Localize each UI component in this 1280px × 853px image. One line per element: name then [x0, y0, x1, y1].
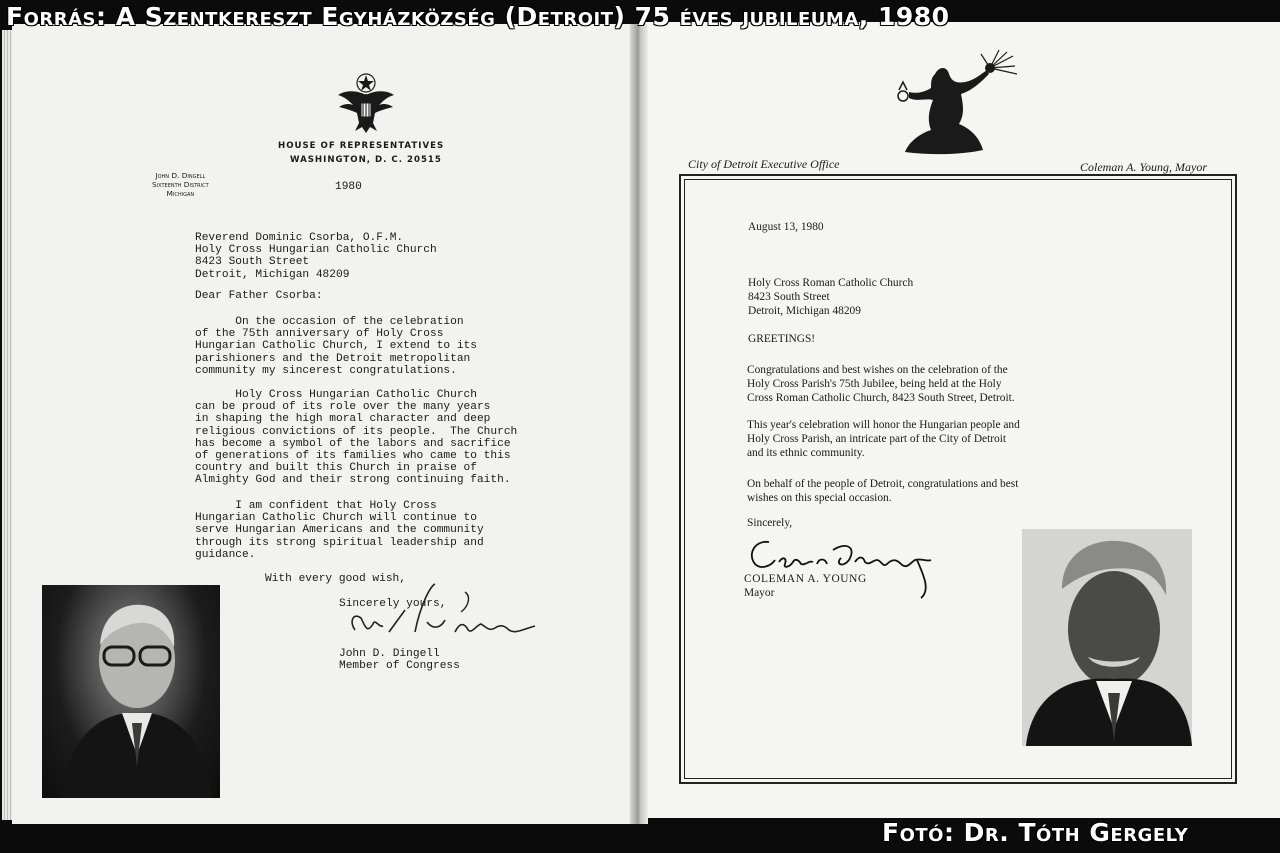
- letter-paragraph: On the occasion of the celebration of the 75th anniversary of Holy Cross Hungarian Catholic Church, I extend to its parishioners and the Detroit metropolitan community my sincerest congratulations.: [195, 316, 477, 377]
- member-district: Sixteenth District: [152, 180, 209, 189]
- signer-title: Mayor: [744, 587, 775, 599]
- book-gutter: [630, 24, 648, 824]
- address-line: Holy Cross Hungarian Catholic Church: [195, 244, 437, 257]
- member-name: John D. Dingell: [155, 171, 206, 180]
- letter-paragraph: Congratulations and best wishes on the celebration of the Holy Cross Parish's 75th Jubilee, being held at the Holy Cross Roman Catholic Church, 8423 South Street, Detroit.: [747, 364, 1015, 404]
- signer-name: John D. Dingell: [339, 648, 440, 660]
- photo-credit: Fotó: Dr. Tóth Gergely: [882, 818, 1189, 847]
- letterhead-member: [152, 171, 209, 198]
- recipient-address: [195, 232, 437, 281]
- address-line: Detroit, Michigan 48209: [748, 304, 861, 317]
- address-line: Detroit, Michigan 48209: [195, 268, 350, 281]
- address-line: Reverend Dominic Csorba, O.F.M.: [195, 232, 404, 244]
- signer-title: Member of Congress: [339, 660, 460, 672]
- dingell-portrait-photo: [42, 585, 220, 798]
- closing-sincerely: Sincerely,: [747, 517, 793, 529]
- letterhead-title: HOUSE OF REPRESENTATIVES: [278, 141, 445, 151]
- letter-date: 1980: [335, 181, 362, 193]
- closing-wish: With every good wish,: [265, 573, 406, 585]
- signer-name: COLEMAN A. YOUNG: [744, 573, 867, 585]
- mayor-header: Coleman A. Young, Mayor: [1080, 160, 1208, 174]
- salutation: Dear Father Csorba:: [195, 290, 323, 302]
- letter-paragraph: On behalf of the people of Detroit, congratulations and best wishes on this special occasion.: [747, 478, 1019, 504]
- letter-paragraph: This year's celebration will honor the Hungarian people and Holy Cross Parish, an intricate part of the City of Detroit and its ethnic community.: [747, 419, 1020, 459]
- letter-date: August 13, 1980: [748, 221, 824, 233]
- letterhead-address: WASHINGTON, D. C. 20515: [290, 155, 442, 165]
- greeting: GREETINGS!: [748, 333, 816, 345]
- spirit-of-detroit-emblem: [895, 52, 1020, 158]
- address-line: 8423 South Street: [195, 256, 310, 269]
- address-line: 8423 South Street: [748, 290, 830, 303]
- great-seal-eagle-emblem: [335, 73, 397, 135]
- city-office-label: City of Detroit Executive Office: [688, 157, 840, 171]
- letter-paragraph: Holy Cross Hungarian Catholic Church can be proud of its role over the many years in shaping the high moral character and deep religious convictions of its people. The Church has become a symbol of the labors and sacrifice of generations of its families who came to this country and built this Church in praise of Almighty God and their strong continuing faith.: [195, 389, 518, 487]
- member-state: Michigan: [166, 189, 195, 198]
- letter-paragraph: I am confident that Holy Cross Hungarian Catholic Church will continue to serve Hungarian Americans and the community through its strong spiritual leadership and guidance.: [195, 500, 484, 561]
- address-line: Holy Cross Roman Catholic Church: [748, 277, 914, 289]
- young-signature: [745, 530, 945, 602]
- dingell-signature: [345, 582, 545, 652]
- closing-sincerely: Sincerely yours,: [339, 598, 447, 610]
- recipient-address: [748, 277, 913, 318]
- source-caption: Forrás: A Szentkereszt Egyházközség (Detroit) 75 éves jubileuma, 1980: [6, 2, 950, 31]
- young-portrait-photo: [1022, 529, 1192, 746]
